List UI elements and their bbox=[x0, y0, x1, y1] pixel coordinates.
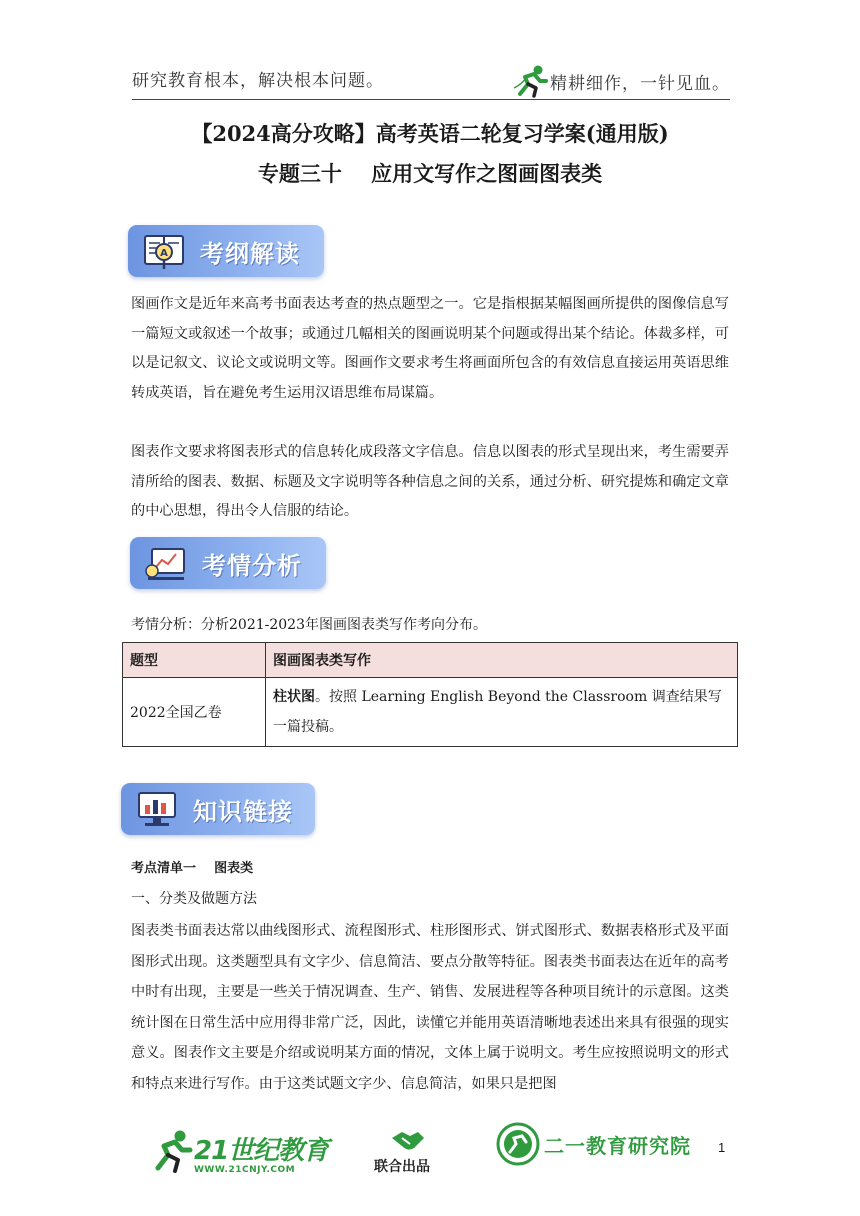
table-header-cell: 题型 bbox=[123, 643, 266, 678]
book-magnifier-icon bbox=[142, 231, 186, 271]
section-badge-label: 知识链接 bbox=[193, 797, 293, 826]
syllabus-paragraph-2: 图表作文要求将图表形式的信息转化成段落文字信息。信息以图表的形式呈现出来，考生需要弄清所给的图表、数据、标题及文字说明等各种信息之间的关系，通过分析、研究提炼和确定文章的中心思想，得出令人信服的结论。 bbox=[131, 444, 729, 519]
knowledge-subtitle: 考点清单一 图表类 bbox=[131, 861, 254, 876]
analysis-intro: 考情分析：分析2021-2023年图画图表类写作考向分布。 bbox=[131, 617, 487, 633]
header-divider bbox=[132, 99, 730, 100]
page-number: 1 bbox=[718, 1140, 726, 1155]
document-title: 【2024高分攻略】高考英语二轮复习学案(通用版) bbox=[191, 121, 669, 146]
header-motto-left: 研究教育根本，解决根本问题。 bbox=[132, 71, 384, 91]
footer-logo-institute: 二一教育研究院 bbox=[544, 1134, 691, 1158]
knowledge-paragraph: 图表类书面表达常以曲线图形式、流程图形式、柱形图形式、饼式图形式、数据表格形式及平面图形式出现。这类题型具有文字少、信息简洁、要点分散等特征。图表类书面表达在近年的高考中时有出现，主要是一些关于情况调查、生产、销售、发展进程等各种项目统计的示意图。这类统计图在日常生活中应用得非常广泛，因此，读懂它并能用英语清晰地表述出来具有很强的现实意义。图表作文主要是介绍或说明某方面的情况，文体上属于说明文。考生应按照说明文的形式和特点来进行写作。由于这类试题文字少、信息简洁，如果只是把图 bbox=[131, 923, 729, 1092]
footer-logo-21century-text: 21世纪教育 bbox=[194, 1136, 329, 1166]
svg-text:A: A bbox=[160, 248, 168, 259]
section-badge-knowledge bbox=[121, 783, 315, 835]
monitor-chart-icon bbox=[135, 789, 179, 829]
page-header bbox=[132, 54, 730, 100]
institute-seal-icon bbox=[496, 1122, 540, 1166]
section-badge-label: 考纲解读 bbox=[200, 239, 300, 268]
page-footer bbox=[150, 1128, 750, 1178]
section-badge-analysis bbox=[130, 537, 326, 589]
table-cell-description bbox=[266, 678, 738, 747]
table-header-cell: 图画图表类写作 bbox=[266, 643, 738, 678]
knowledge-heading: 一、分类及做题方法 bbox=[131, 891, 257, 907]
footer-logo-url: WWW.21CNJY.COM bbox=[194, 1165, 296, 1175]
footer-logo-joint: 联合出品 bbox=[374, 1159, 430, 1175]
runner-logo-icon bbox=[150, 1128, 194, 1174]
section-badge-label: 考情分析 bbox=[202, 551, 302, 580]
header-motto-right: 精耕细作，一针见血。 bbox=[550, 73, 730, 94]
handshake-icon bbox=[390, 1128, 426, 1154]
table-cell-year: 2022全国乙卷 bbox=[123, 678, 266, 747]
analysis-board-icon bbox=[144, 543, 188, 583]
syllabus-paragraph-1: 图画作文是近年来高考书面表达考查的热点题型之一。它是指根据某幅图画所提供的图像信息写一篇短文或叙述一个故事；或通过几幅相关的图画说明某个问题或得出某个结论。体裁多样，可以是记叙文、议论文或说明文等。图画作文要求考生将画面所包含的有效信息直接运用英语思维转成英语，旨在避免考生运用汉语思维布局谋篇。 bbox=[131, 296, 729, 401]
document-subtitle: 专题三十 应用文写作之图画图表类 bbox=[257, 162, 603, 186]
footer-logo-21century bbox=[194, 1130, 328, 1175]
table-header-row bbox=[123, 643, 738, 678]
exam-trend-table bbox=[122, 642, 738, 747]
section-badge-syllabus bbox=[128, 225, 324, 277]
table-cell-desc-text: 。按照 Learning English Beyond the Classroom 调查结果写一篇投稿。 bbox=[273, 689, 722, 735]
header-right bbox=[512, 64, 730, 98]
runner-logo-icon bbox=[512, 64, 550, 98]
chart-type-bold: 柱状图 bbox=[273, 689, 315, 705]
table-row bbox=[123, 678, 738, 747]
